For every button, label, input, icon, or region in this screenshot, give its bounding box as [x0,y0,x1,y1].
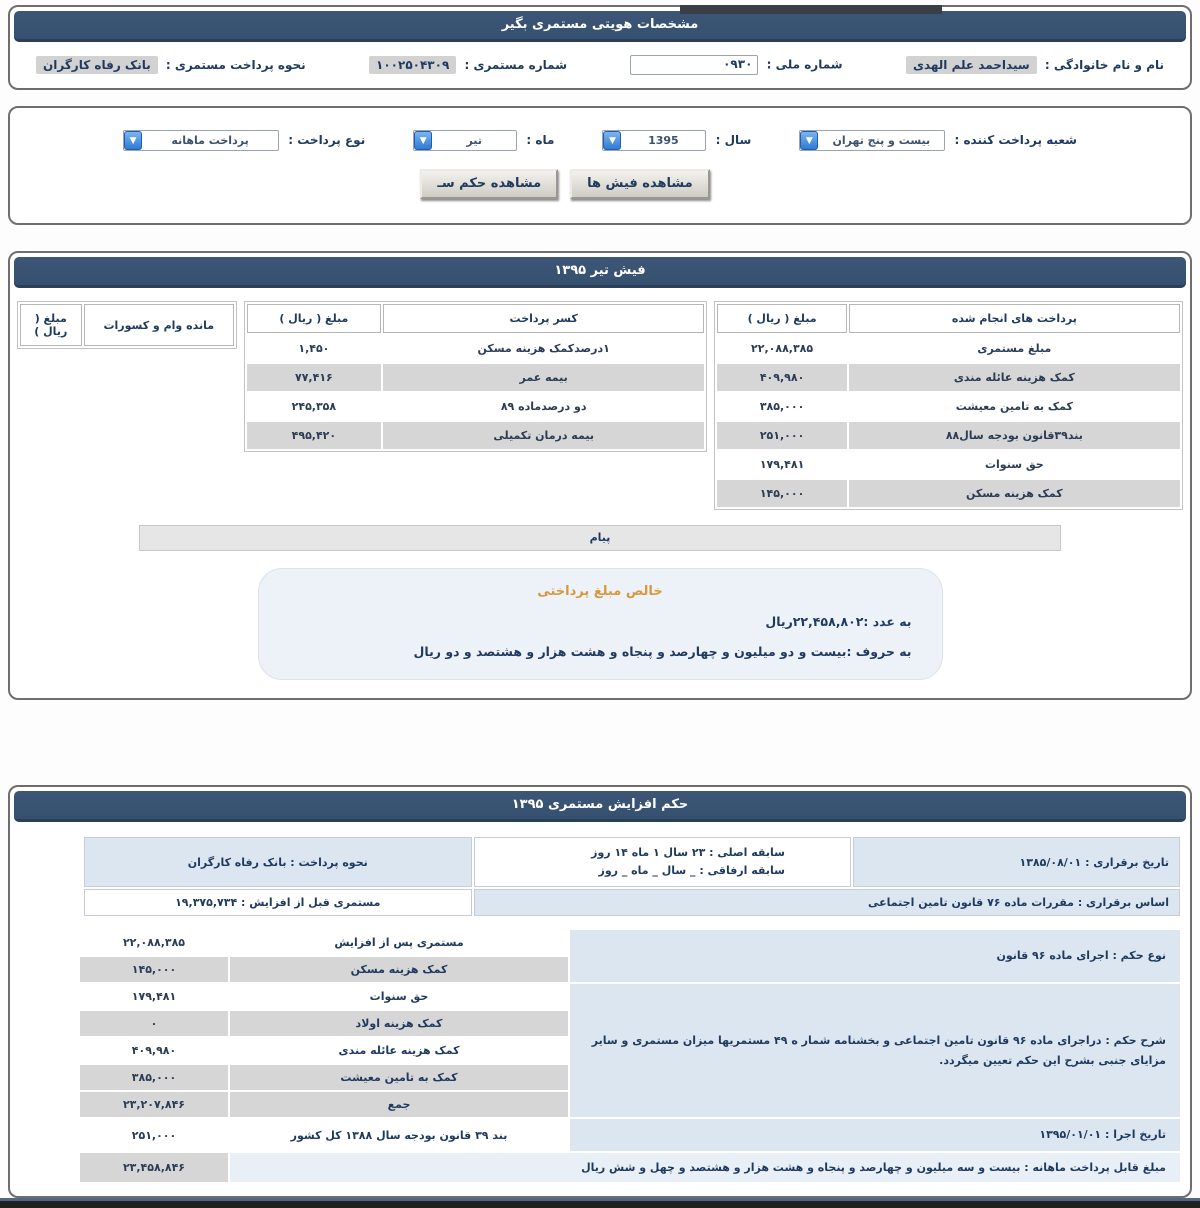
item-cell: بیمه عمر [383,364,705,391]
amount-cell: ۴۰۹,۹۸۰ [80,1038,228,1063]
establish-date-value: ۱۳۸۵/۰۸/۰۱ [1019,855,1082,869]
item-cell: کمک هزینه مسکن [230,957,568,982]
table-header-row [247,304,705,333]
item-cell: حق سنوات [849,451,1180,478]
amount-cell: ۱,۴۵۰ [247,335,381,362]
item-cell: کمک هزینه مسکن [849,480,1180,507]
loans-table [17,301,237,349]
pension-number-field [369,56,567,74]
deductions-header: کسر پرداخت [383,304,705,333]
pension-number-label: شماره مستمری : [464,58,568,72]
decree-panel-title: حکم افزایش مستمری ۱۳۹۵ [14,791,1186,822]
item-cell: بیمه درمان تکمیلی [383,422,705,449]
item-cell: کمک هزینه عائله مندی [849,364,1180,391]
action-buttons-row [0,169,1155,199]
amount-cell: ۲۲,۰۸۸,۳۸۵ [80,930,228,955]
payable-text-cell: مبلغ قابل پرداخت ماهانه : بیست و سه میلیون و چهارصد و پنجاه و هشت هزار و هشتصد و چهل و شش ریال [230,1153,1180,1182]
fullname-value: سیداحمد علم الهدی [906,56,1037,74]
chevron-down-icon[interactable]: ▼ [800,131,818,150]
window-top-artifact [680,5,942,14]
amount-cell: ۱۴۵,۰۰۰ [80,957,228,982]
total-amount-cell: ۲۳,۲۰۷,۸۴۶ [80,1092,228,1117]
identity-panel-title: مشخصات هویتی مستمری بگیر [14,11,1186,42]
payable-amount-cell: ۲۳,۴۵۸,۸۴۶ [80,1153,228,1182]
payslip-tables [10,292,1190,510]
service-record-main: سابقه اصلی : ۲۳ سال ۱ ماه ۱۴ روز [591,846,785,859]
pension-number-value: ۱۰۰۲۵۰۴۳۰۹ [369,56,456,74]
table-header-row [20,304,234,346]
view-decree-button[interactable]: مشاهده حکم سـ [420,169,558,199]
chevron-down-icon[interactable]: ▼ [603,131,621,150]
branch-select[interactable] [799,130,945,151]
item-cell: کمک هزینه اولاد [230,1011,568,1036]
table-row [247,393,705,420]
item-cell: کمک به تامین معیشت [230,1065,568,1090]
month-label: ماه : [526,133,555,147]
item-cell: بند ۳۹ قانون بودجه سال ۱۳۸۸ کل کشور [230,1119,568,1151]
table-header-row [717,304,1180,333]
table-row [80,1119,1180,1151]
establish-date-label: تاریخ برقراری : [1085,855,1169,869]
filter-panel [8,106,1192,225]
payment-type-select[interactable] [123,130,279,151]
amount-cell: ۲۴۵,۳۵۸ [247,393,381,420]
payment-type-label: نوع پرداخت : [288,133,366,147]
amount-cell: ۱۴۵,۰۰۰ [717,480,846,507]
table-row [80,984,1180,1009]
payments-header: پرداخت های انجام شده [849,304,1180,333]
net-pay-summary [258,568,943,680]
net-pay-title: خالص مبلغ پرداختی [537,584,663,599]
payable-row [80,1153,1180,1182]
payslip-panel [8,251,1192,700]
amount-cell: ۳۸۵,۰۰۰ [80,1065,228,1090]
amount-cell: ۷۷,۴۱۶ [247,364,381,391]
table-row [717,364,1180,391]
before-increase-cell: مستمری قبل از افزایش : ۱۹,۳۷۵,۷۳۴ [84,889,472,916]
table-row [247,364,705,391]
branch-label: شعبه پرداخت کننده : [954,133,1077,147]
amount-header: مبلغ ( ریال ) [20,304,82,346]
amount-cell: ۴۹۵,۴۲۰ [247,422,381,449]
amount-cell: ۰ [80,1011,228,1036]
national-id-input[interactable]: ۰۹۳۰ [630,55,758,75]
identity-panel [8,5,1192,90]
message-bar: پیام [139,525,1061,551]
chevron-down-icon[interactable]: ▼ [124,131,142,150]
amount-cell: ۱۷۹,۴۸۱ [717,451,846,478]
deductions-table [244,301,708,452]
amount-cell: ۳۸۵,۰۰۰ [717,393,846,420]
fullname-field [906,56,1164,74]
national-id-label: شماره ملی : [766,57,843,72]
establish-date-cell [853,837,1180,887]
basis-cell: اساس برقراری : مقررات ماده ۷۶ قانون تامین اجتماعی [474,889,1181,916]
decree-description-cell: شرح حکم : دراجرای ماده ۹۶ قانون تامین اجتماعی و بخشنامه شمار ه ۴۹ مستمریها میزان مستمری و سایر مزایای جنبی بشرح این حکم تعیین میگردد. [570,984,1180,1117]
year-label: سال : [715,133,752,147]
pension-app-page [0,5,1200,1208]
month-select[interactable] [413,130,517,151]
year-filter [602,130,751,151]
window-bottom-strip [0,1198,1200,1208]
table-row [717,335,1180,362]
item-cell: بند۳۹قانون بودجه سال۸۸ [849,422,1180,449]
item-cell: کمک هزینه عائله مندی [230,1038,568,1063]
view-payslips-button[interactable]: مشاهده فیش ها [570,169,710,199]
table-row [80,930,1180,955]
amount-header: مبلغ ( ریال ) [247,304,381,333]
decree-payment-method-cell: نحوه پرداخت : بانک رفاه کارگران [84,837,472,887]
payments-table [714,301,1183,510]
amount-cell: ۲۲,۰۸۸,۳۸۵ [717,335,846,362]
year-select[interactable] [602,130,706,151]
decree-items-table [78,928,1182,1184]
payment-type-selected-value: پرداخت ماهانه [171,134,249,147]
amount-cell: ۱۷۹,۴۸۱ [80,984,228,1009]
net-pay-numeric: به عدد :۲۲,۴۵۸,۸۰۲ریال [765,614,912,629]
item-cell: حق سنوات [230,984,568,1009]
table-row [247,335,705,362]
payment-type-filter [123,130,365,151]
payment-method-value: بانک رفاه کارگران [36,56,158,74]
table-row [717,480,1180,507]
exec-date-cell: تاریخ اجرا : ۱۳۹۵/۰۱/۰۱ [570,1119,1180,1151]
table-row [84,837,1180,887]
table-row [717,393,1180,420]
table-row [717,451,1180,478]
item-cell: ۱درصدکمک هزینه مسکن [383,335,705,362]
national-id-field [630,55,842,75]
branch-selected-value: بیست و پنج تهران [832,134,931,147]
amount-header: مبلغ ( ریال ) [717,304,846,333]
decree-panel [8,785,1192,1198]
year-selected-value: 1395 [648,134,679,147]
item-cell: کمک به تامین معیشت [849,393,1180,420]
decree-type-cell: نوع حکم : اجرای ماده ۹۶ قانون [570,930,1180,982]
net-pay-words: به حروف :بیست و دو میلیون و چهارصد و پنجاه و هشت هزار و هشتصد و دو ریال [413,644,912,659]
service-record-cell [474,837,851,887]
loans-header: مانده وام و کسورات [84,304,234,346]
table-row [247,422,705,449]
amount-cell: ۲۵۱,۰۰۰ [80,1119,228,1151]
item-cell: مبلغ مستمری [849,335,1180,362]
item-cell: دو درصدماده ۸۹ [383,393,705,420]
decree-info-table [82,835,1182,918]
identity-fields-row [10,46,1190,88]
month-filter [413,130,554,151]
amount-cell: ۴۰۹,۹۸۰ [717,364,846,391]
table-row [84,889,1180,916]
filter-row [10,130,1190,151]
payment-method-field [36,56,306,74]
item-cell: مستمری پس از افزایش [230,930,568,955]
service-record-bonus: سابقه ارفاقی : _ سال _ ماه _ روز [598,864,785,878]
branch-filter [799,130,1077,151]
payment-method-label: نحوه پرداخت مستمری : [165,58,306,72]
table-row [717,422,1180,449]
chevron-down-icon[interactable]: ▼ [414,131,432,150]
fullname-label: نام و نام خانوادگی : [1044,58,1164,72]
total-label-cell: جمع [230,1092,568,1117]
month-selected-value: تیر [466,134,482,147]
amount-cell: ۲۵۱,۰۰۰ [717,422,846,449]
payslip-panel-title: فیش تیر ۱۳۹۵ [14,257,1186,288]
